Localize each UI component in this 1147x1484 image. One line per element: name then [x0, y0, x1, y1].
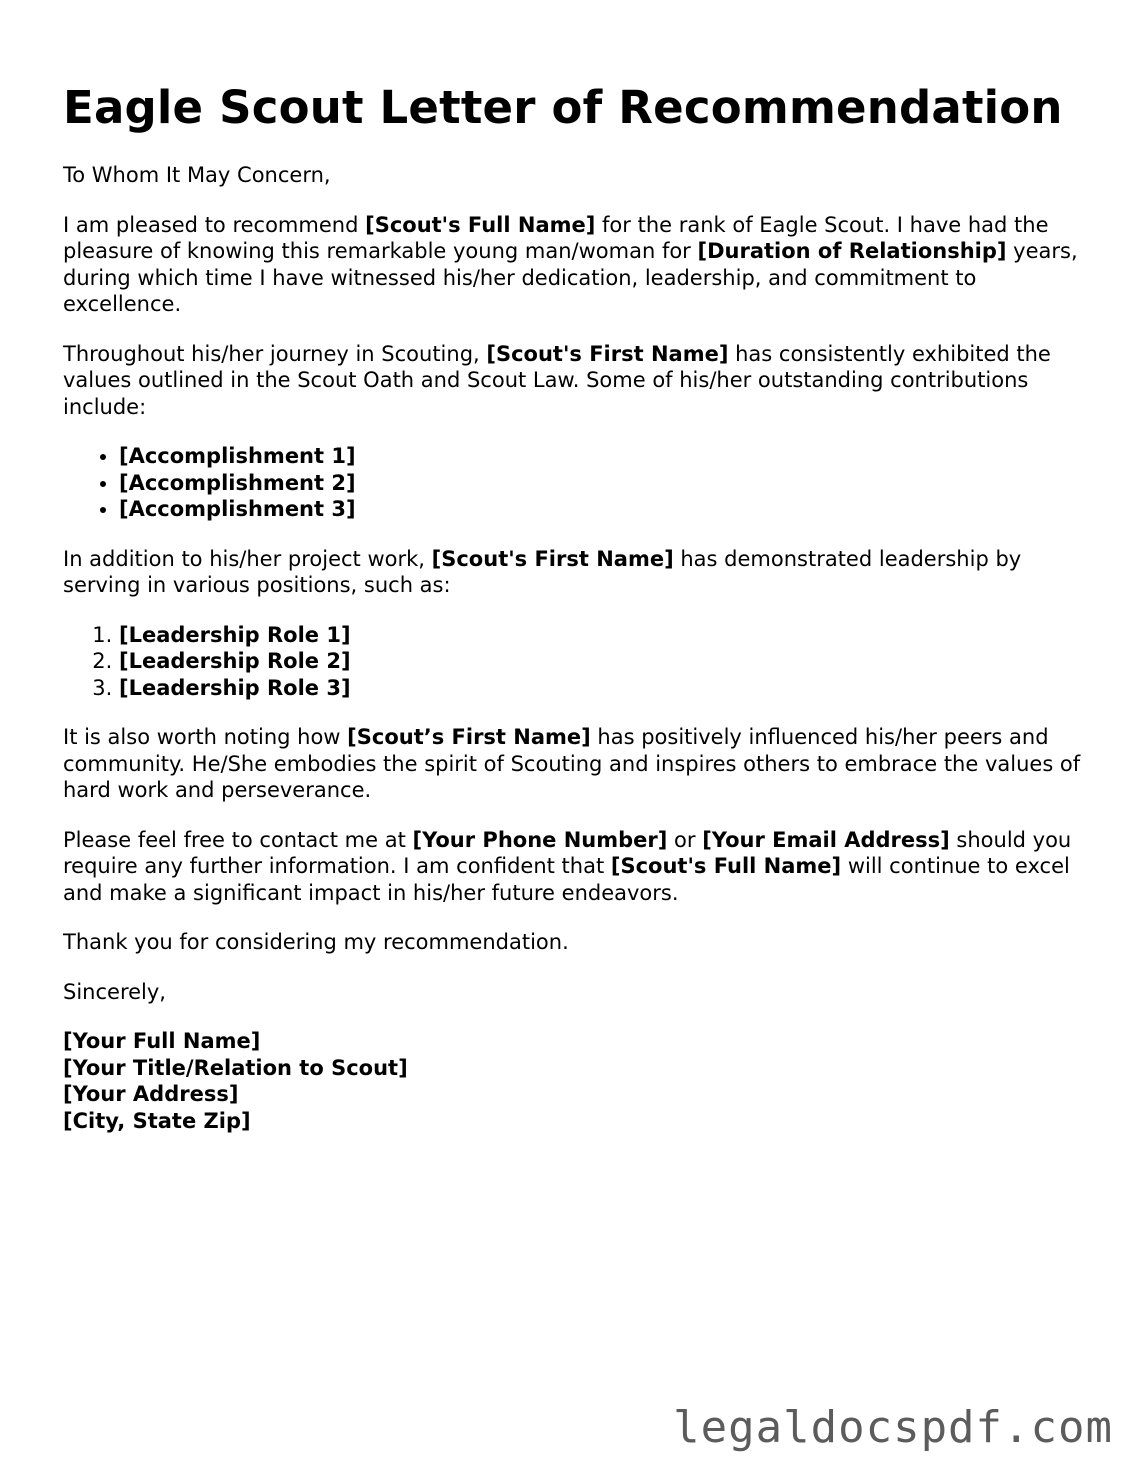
signature-city: [City, State Zip]	[63, 1108, 251, 1133]
list-item	[119, 675, 1093, 702]
leadership-paragraph	[63, 546, 1093, 599]
scout-full-name-placeholder: [Scout's Full Name]	[365, 212, 596, 237]
list-item	[119, 622, 1093, 649]
accomplishments-list	[63, 443, 1093, 523]
contact-paragraph	[63, 827, 1093, 907]
watermark: legaldocspdf.com	[673, 1402, 1113, 1453]
journey-paragraph	[63, 341, 1093, 421]
list-item	[119, 470, 1093, 497]
closing: Sincerely,	[63, 979, 166, 1004]
phone-placeholder: [Your Phone Number]	[412, 827, 668, 852]
scout-full-name-placeholder: [Scout's Full Name]	[610, 854, 842, 878]
contact-text-3: should you require any further information. I am confident that	[63, 827, 1072, 878]
document-title: Eagle Scout Letter of Recommendation	[63, 81, 1063, 134]
journey-text-1: Throughout his/her journey in Scouting,	[63, 341, 487, 366]
accomplishment-3: [Accomplishment 3]	[119, 497, 356, 521]
leadership-text-1: In addition to his/her project work,	[63, 546, 432, 571]
intro-text-3: years, during which time I have witnessed his/her dedication, leadership, and commitment to excellence.	[63, 239, 1078, 316]
leadership-role-1: [Leadership Role 1]	[119, 622, 351, 647]
salutation: To Whom It May Concern,	[63, 163, 331, 187]
leadership-roles-list	[63, 622, 1093, 702]
leadership-text-2: has demonstrated leadership by serving in various positions, such as:	[63, 546, 1022, 597]
intro-text-1: I am pleased to recommend	[63, 212, 366, 237]
signature-name: [Your Full Name]	[63, 1029, 261, 1053]
accomplishment-1: [Accomplishment 1]	[119, 444, 356, 468]
list-item	[119, 496, 1093, 523]
list-item	[119, 443, 1093, 470]
letter-page	[63, 80, 1093, 1134]
contact-text-1: Please feel free to contact me at	[63, 827, 413, 852]
signature-block	[63, 1028, 1093, 1134]
contact-text-2: or	[667, 827, 703, 852]
scout-first-name-placeholder: [Scout’s First Name]	[347, 725, 591, 749]
scout-first-name-placeholder: [Scout's First Name]	[486, 341, 729, 366]
intro-text-2: for the rank of Eagle Scout. I have had the pleasure of knowing this remarkable young man/woman for	[63, 212, 1049, 263]
leadership-role-3: [Leadership Role 3]	[119, 675, 351, 700]
signature-address: [Your Address]	[63, 1082, 239, 1106]
influence-text-2: has positively influenced his/her peers and community. He/She embodies the spirit of Scouting and inspires others to embrace the values of hard work and perseverance.	[63, 725, 1081, 802]
journey-text-2: has consistently exhibited the values outlined in the Scout Oath and Scout Law. Some of his/her outstanding contributions include:	[63, 341, 1051, 419]
influence-text-1: It is also worth noting how	[63, 725, 348, 749]
scout-first-name-placeholder: [Scout's First Name]	[431, 546, 674, 571]
accomplishment-2: [Accomplishment 2]	[119, 470, 356, 495]
intro-paragraph	[63, 212, 1093, 318]
contact-text-4: will continue to excel and make a significant impact in his/her future endeavors.	[63, 854, 1070, 905]
thanks-paragraph: Thank you for considering my recommendation.	[63, 930, 569, 954]
email-placeholder: [Your Email Address]	[702, 827, 950, 852]
duration-placeholder: [Duration of Relationship]	[697, 239, 1007, 263]
list-item	[119, 648, 1093, 675]
signature-title: [Your Title/Relation to Scout]	[63, 1055, 408, 1080]
leadership-role-2: [Leadership Role 2]	[119, 649, 351, 673]
influence-paragraph	[63, 724, 1093, 804]
